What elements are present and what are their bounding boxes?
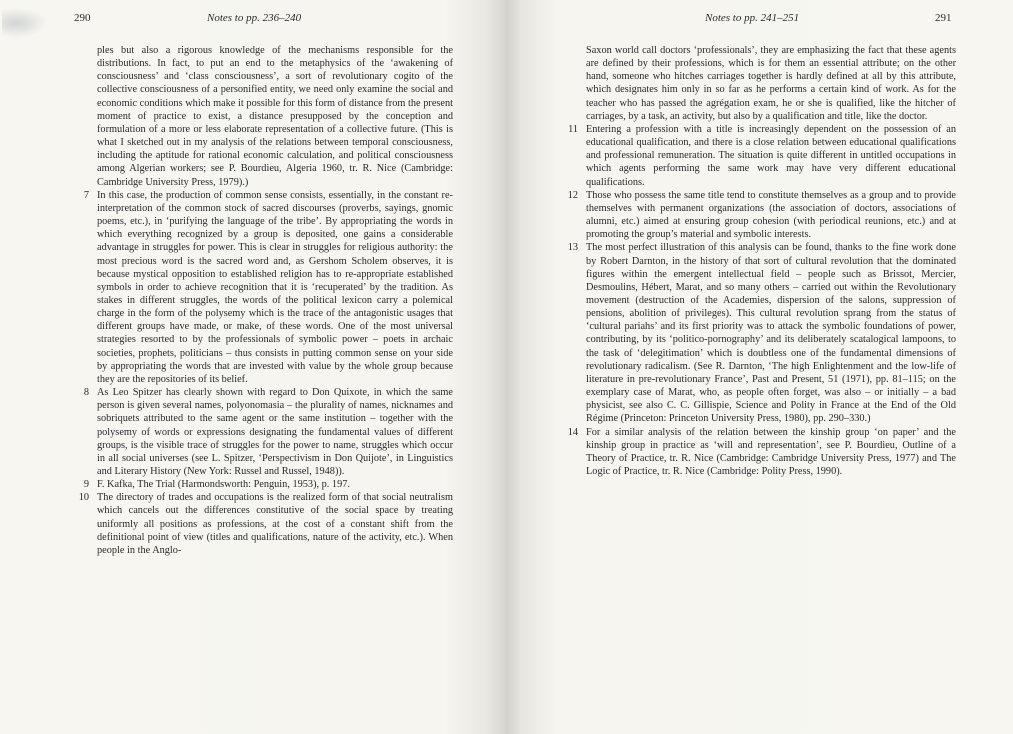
note-item: [73, 478, 453, 491]
note-text: The most perfect illustration of this analysis can be found, thanks to the fine work done by Robert Darnton, in the history of that sort of cultural revolution that the dominated figures within the emergent intellectual field – people such as Brissot, Mercier, Desmoulins, Hébert, Marat, and so many others – carried out within the Revolutionary movement (destruction of the Academies, dispersion of the salons, suppression of pensions, abolition of privileges). This cultural revolution sprang from the status of ‘cultural pariahs’ and its first priority was to attack the symbolic foundations of power, contributing, by its ‘politico-pornography’ and its deliberately scatalogical lampoons, to the task of ‘delegitimation’ which is doubtless one of the fundamental dimensions of revolutionary radicalism. (See R. Darnton, ‘The high Enlightenment and the low-life of literature in pre-revolutionary France’, Past and Present, 51 (1971), pp. 81–115; on the exemplary case of Marat, who, as people often forget, was also – or initially – a bad physicist, see also C. C. Gillispie, Science and Polity in France at the End of the Old Régime (Princeton: Princeton University Press, 1980), pp. 290–330.): [586, 242, 956, 425]
note-text: For a similar analysis of the relation between the kinship group ‘on paper’ and the kinship group in practice as ‘will and representation’, see P. Bourdieu, Outline of a Theory of Practice, tr. R. Nice (Cambridge: Cambridge University Press, 1977) and The Logic of Practice, tr. R. Nice (Cambridge: Polity Press, 1990).: [586, 426, 956, 477]
note-text: F. Kafka, The Trial (Harmondsworth: Penguin, 1953), p. 197.: [97, 479, 350, 491]
running-head: Notes to pp. 241–251: [705, 12, 800, 24]
page-smudge: [2, 8, 48, 38]
right-page: [506, 0, 1013, 734]
note-text: The directory of trades and occupations is the realized form of that social neutralism which cancels out the differences constitutive of the social space by treating uniformly all positions as professions, at the cost of a constant shift from the definitional point of view (titles and qualifications, nature of the activity, etc.). When people in the Anglo-: [97, 492, 453, 556]
note-number: 7: [83, 189, 89, 201]
note-item: [73, 491, 453, 557]
continued-paragraph: Saxon world call doctors ‘professionals’, they are emphasizing the fact that these agents are defined by their professions, which is for them an essential attribute; on the other hand, someone who hitches carriages together is hardly defined at all by this attribute, which designates him only in so far as he performs a certain kind of work. As for the teacher who has passed the agrégation exam, he or she is qualified, like the hitcher of carriages, by a task, an activity, but also by a qualification and title, like the doctor.: [586, 45, 956, 122]
note-item: [73, 386, 453, 478]
page-number: 290: [74, 12, 91, 24]
note-number: 11: [568, 123, 578, 135]
note-text: In this case, the production of common sense consists, essentially, in the constant re-interpretation of the common stock of sacred discourses (proverbs, sayings, gnomic poems, etc.), in ‘purifying the language of the tribe’. By appropriating the words in which everything recognized by a group is deposited, one gains a considerable advantage in struggles for power. This is clear in struggles for religious authority: the most precious word is the sacred word and, as Gershom Scholem observes, it is because mystical opposition to established religion has to re-appropriate established symbols in order to achieve recognition that it is ‘recuperated’ by the tradition. As stakes in different struggles, the words of the political lexicon carry a polemical charge in the form of the polysemy which is the trace of the antagonistic usages that different groups have made, or make, of these words. One of the most universal strategies resorted to by the professionals of symbolic power – poets in archaic societies, prophets, politicians – thus consists in putting common sense on your side by appropriating the words that are invested with value by the whole group because they are the repositories of its belief.: [97, 189, 453, 385]
note-number: 10: [78, 492, 89, 504]
note-number: 14: [567, 426, 578, 438]
page-number: 291: [935, 12, 952, 24]
note-item: [562, 123, 956, 189]
note-text: As Leo Spitzer has clearly shown with regard to Don Quixote, in which the same person is given several names, polyonomasia – the plurality of names, nicknames and sobriquets attributed to the same agent or the same institution – together with the polysemy of words or expressions designating the fundamental values of different groups, is the visible trace of struggles for the power to name, struggles which occur in all social universes (see L. Spitzer, ‘Perspectivism in Don Quijote’, in Linguistics and Literary History (New York: Russel and Russel, 1948)).: [97, 387, 453, 477]
note-text: Those who possess the same title tend to constitute themselves as a group and to provide themselves with permanent organizations (the association of doctors, associations of alumni, etc.) aimed at ensuring group cohesion (with periodical reunions, etc.) and at promoting the group’s material and symbolic interests.: [586, 189, 956, 241]
note-number: 12: [567, 189, 578, 201]
note-number: 13: [567, 242, 578, 254]
note-text: Entering a profession with a title is increasingly dependent on the possession of an educational qualification, and there is a close relation between educational qualifications and professional remuneration. The situation is quite different in untitled occupations in which agents performing the same work may have very different educational qualifications.: [586, 123, 956, 188]
notes-body: [562, 44, 956, 478]
note-item: [562, 189, 956, 242]
note-item: [562, 426, 956, 479]
note-item: [73, 189, 453, 386]
note-item: [562, 241, 956, 425]
notes-body: [73, 44, 453, 557]
continued-paragraph: ples but also a rigorous knowledge of the mechanisms responsible for the distributions. In fact, to put an end to the metaphysics of the ‘awakening of consciousness’ and ‘class consciousness’, a sort of revolutionary cogito of the collective consciousness of a personified entity, we need only examine the social and economic conditions which make it possible for this form of distance from the present moment of practice to exist, a distance presupposed by the conception and formulation of a more or less elaborate representation of a collective future. (This is what I sketched out in my analysis of the relations between temporal consciousness, including the aptitude for rational economic calculation, and political consciousness among Algerian workers; see P. Bourdieu, Algeria 1960, tr. R. Nice (Cambridge: Cambridge University Press, 1979).): [97, 45, 453, 188]
left-page: [0, 0, 506, 734]
note-number: 8: [83, 387, 89, 399]
note-number: 9: [83, 479, 89, 491]
running-head: Notes to pp. 236–240: [207, 12, 302, 24]
